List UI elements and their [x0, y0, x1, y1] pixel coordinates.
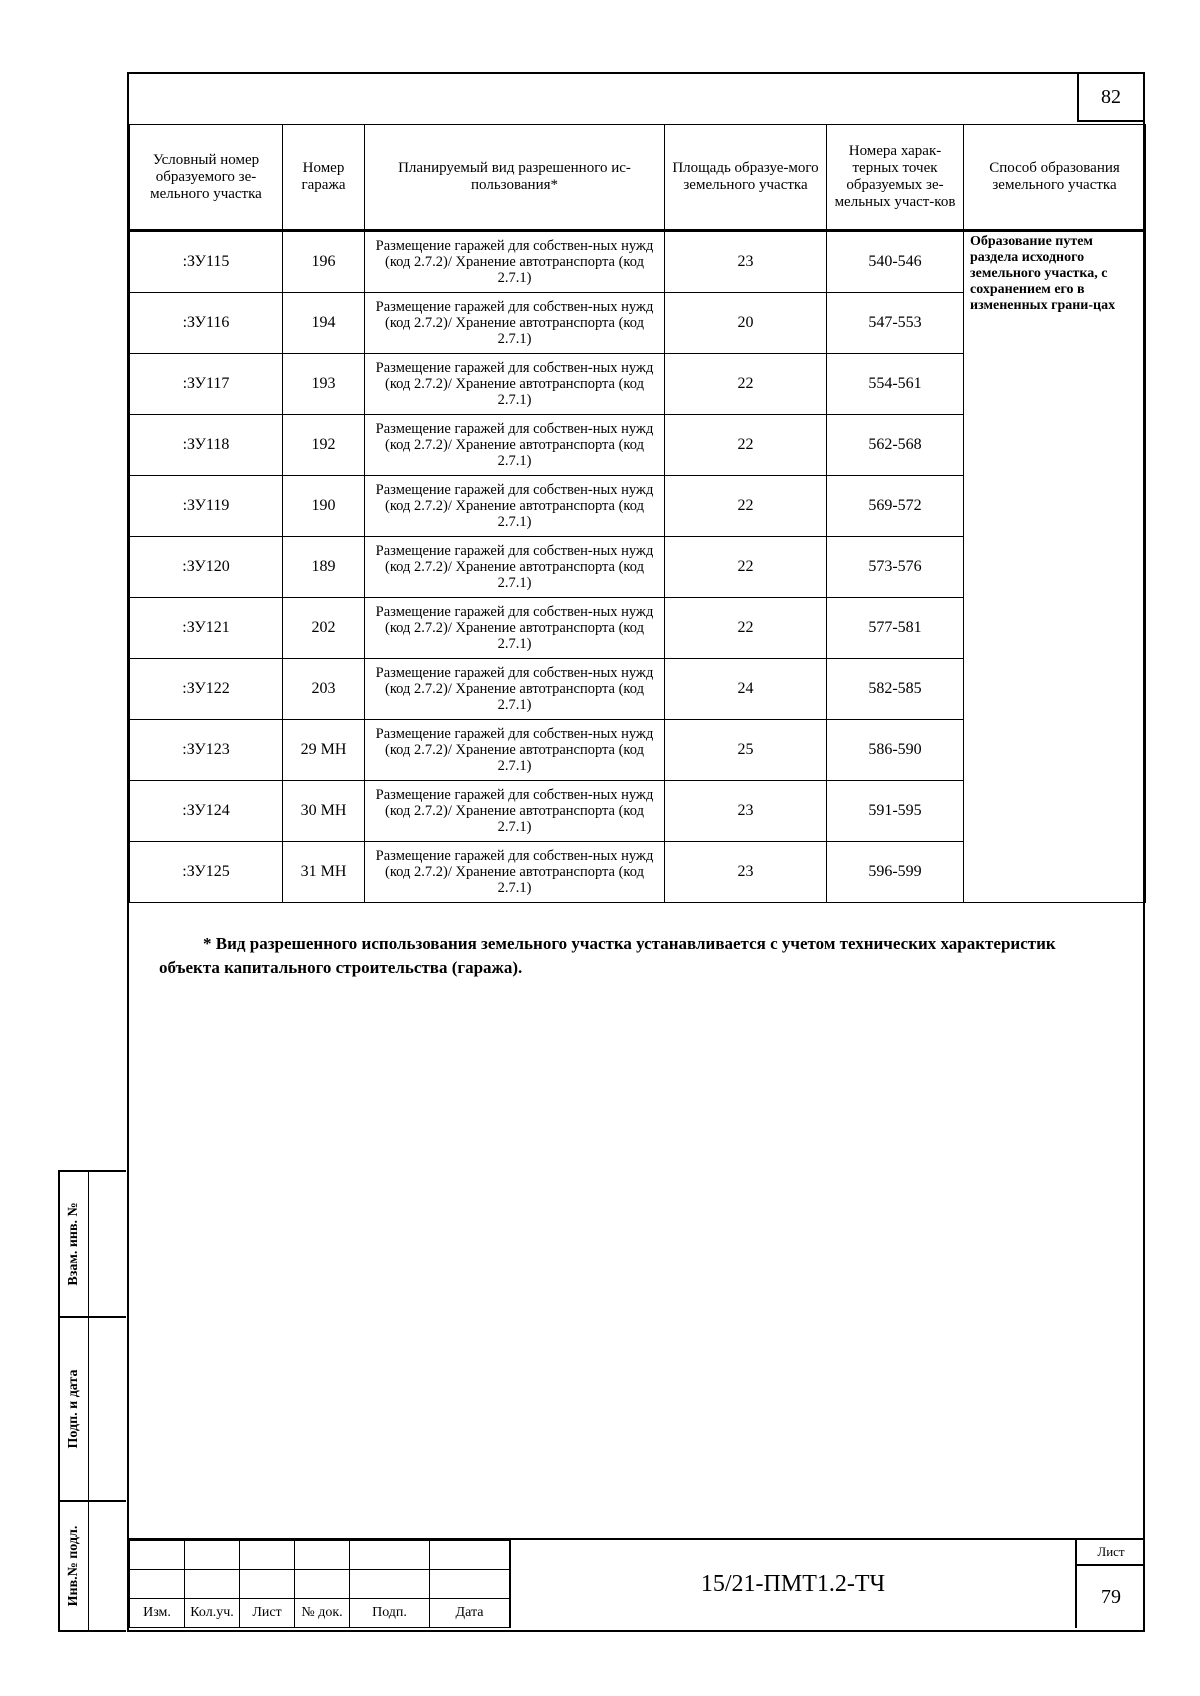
cell-garage: 30 МН — [283, 781, 365, 842]
cell-area: 23 — [665, 231, 827, 293]
footnote — [159, 932, 1119, 980]
cell-garage: 194 — [283, 293, 365, 354]
cell-garage: 31 МН — [283, 842, 365, 903]
title-block — [129, 1538, 1145, 1630]
revision-table — [129, 1540, 510, 1628]
cell-method: Образование путем раздела исходного земельного участка, с сохранением его в измененных грани-цах — [964, 231, 1146, 903]
side-label-vzam: Взам. инв. № — [66, 1202, 81, 1286]
cell-use: Размещение гаражей для собствен-ных нужд (код 2.7.2)/ Хранение автотранспорта (код 2.7.1) — [365, 720, 665, 781]
cell-points: 540-546 — [827, 231, 964, 293]
cell-points: 582-585 — [827, 659, 964, 720]
cell-points: 562-568 — [827, 415, 964, 476]
sheet-label: Лист — [1077, 1540, 1145, 1566]
cell-points: 577-581 — [827, 598, 964, 659]
cell-use: Размещение гаражей для собствен-ных нужд (код 2.7.2)/ Хранение автотранспорта (код 2.7.1) — [365, 659, 665, 720]
cell-garage: 196 — [283, 231, 365, 293]
label-list: Лист — [240, 1599, 295, 1628]
cell-garage: 203 — [283, 659, 365, 720]
cell-area: 22 — [665, 476, 827, 537]
label-kol-uch: Кол.уч. — [185, 1599, 240, 1628]
cell-parcel-id: :ЗУ115 — [130, 231, 283, 293]
revision-labels-row — [130, 1599, 510, 1628]
page-number: 82 — [1077, 74, 1143, 122]
side-label-podp: Подп. и дата — [66, 1369, 81, 1449]
cell-use: Размещение гаражей для собствен-ных нужд (код 2.7.2)/ Хранение автотранспорта (код 2.7.1) — [365, 537, 665, 598]
cell-parcel-id: :ЗУ123 — [130, 720, 283, 781]
cell-parcel-id: :ЗУ117 — [130, 354, 283, 415]
header-method: Способ образования земельного участка — [964, 125, 1146, 231]
cell-area: 22 — [665, 415, 827, 476]
cell-points: 569-572 — [827, 476, 964, 537]
cell-points: 586-590 — [827, 720, 964, 781]
footnote-text: * Вид разрешенного использования земельного участка устанавливается с учетом технических характеристик объекта капитального строительства (гаража). — [159, 934, 1056, 977]
table-row — [130, 231, 1146, 293]
cell-garage: 29 МН — [283, 720, 365, 781]
header-use: Планируемый вид разрешенного ис-пользования* — [365, 125, 665, 231]
cell-use: Размещение гаражей для собствен-ных нужд (код 2.7.2)/ Хранение автотранспорта (код 2.7.1) — [365, 781, 665, 842]
cell-points: 573-576 — [827, 537, 964, 598]
side-box-inv — [58, 1500, 126, 1632]
cell-points: 596-599 — [827, 842, 964, 903]
cell-use: Размещение гаражей для собствен-ных нужд (код 2.7.2)/ Хранение автотранспорта (код 2.7.1) — [365, 231, 665, 293]
cell-parcel-id: :ЗУ118 — [130, 415, 283, 476]
label-doc-no: № док. — [295, 1599, 350, 1628]
header-garage: Номер гаража — [283, 125, 365, 231]
label-podp: Подп. — [350, 1599, 430, 1628]
cell-parcel-id: :ЗУ116 — [130, 293, 283, 354]
cell-parcel-id: :ЗУ124 — [130, 781, 283, 842]
cell-use: Размещение гаражей для собствен-ных нужд (код 2.7.2)/ Хранение автотранспорта (код 2.7.1) — [365, 842, 665, 903]
cell-use: Размещение гаражей для собствен-ных нужд (код 2.7.2)/ Хранение автотранспорта (код 2.7.1) — [365, 293, 665, 354]
cell-garage: 190 — [283, 476, 365, 537]
cell-use: Размещение гаражей для собствен-ных нужд (код 2.7.2)/ Хранение автотранспорта (код 2.7.1) — [365, 354, 665, 415]
side-box-podp — [58, 1316, 126, 1502]
cell-parcel-id: :ЗУ119 — [130, 476, 283, 537]
cell-area: 22 — [665, 537, 827, 598]
cell-parcel-id: :ЗУ120 — [130, 537, 283, 598]
cell-area: 22 — [665, 598, 827, 659]
cell-garage: 202 — [283, 598, 365, 659]
document-code: 15/21-ПМТ1.2-ТЧ — [509, 1540, 1075, 1628]
sheet-box — [1075, 1540, 1145, 1628]
cell-parcel-id: :ЗУ122 — [130, 659, 283, 720]
cell-area: 22 — [665, 354, 827, 415]
cell-area: 25 — [665, 720, 827, 781]
cell-area: 23 — [665, 842, 827, 903]
label-izm: Изм. — [130, 1599, 185, 1628]
cell-area: 20 — [665, 293, 827, 354]
cell-points: 591-595 — [827, 781, 964, 842]
header-parcel-id: Условный номер образуемого зе-мельного участка — [130, 125, 283, 231]
side-box-vzam — [58, 1170, 126, 1318]
cell-points: 554-561 — [827, 354, 964, 415]
cell-use: Размещение гаражей для собствен-ных нужд (код 2.7.2)/ Хранение автотранспорта (код 2.7.1) — [365, 415, 665, 476]
parcel-table — [129, 124, 1146, 903]
sheet-number: 79 — [1101, 1585, 1121, 1608]
cell-parcel-id: :ЗУ121 — [130, 598, 283, 659]
table-body — [130, 231, 1146, 903]
label-date: Дата — [430, 1599, 510, 1628]
page-frame — [127, 72, 1145, 1632]
cell-points: 547-553 — [827, 293, 964, 354]
cell-garage: 192 — [283, 415, 365, 476]
cell-garage: 189 — [283, 537, 365, 598]
header-points: Номера харак-терных точек образуемых зе-мельных участ-ков — [827, 125, 964, 231]
cell-use: Размещение гаражей для собствен-ных нужд (код 2.7.2)/ Хранение автотранспорта (код 2.7.1) — [365, 598, 665, 659]
cell-area: 23 — [665, 781, 827, 842]
side-label-inv: Инв.№ подл. — [66, 1525, 81, 1607]
header-area: Площадь образуе-мого земельного участка — [665, 125, 827, 231]
cell-parcel-id: :ЗУ125 — [130, 842, 283, 903]
cell-use: Размещение гаражей для собствен-ных нужд (код 2.7.2)/ Хранение автотранспорта (код 2.7.1) — [365, 476, 665, 537]
table-header-row — [130, 125, 1146, 231]
cell-garage: 193 — [283, 354, 365, 415]
cell-area: 24 — [665, 659, 827, 720]
